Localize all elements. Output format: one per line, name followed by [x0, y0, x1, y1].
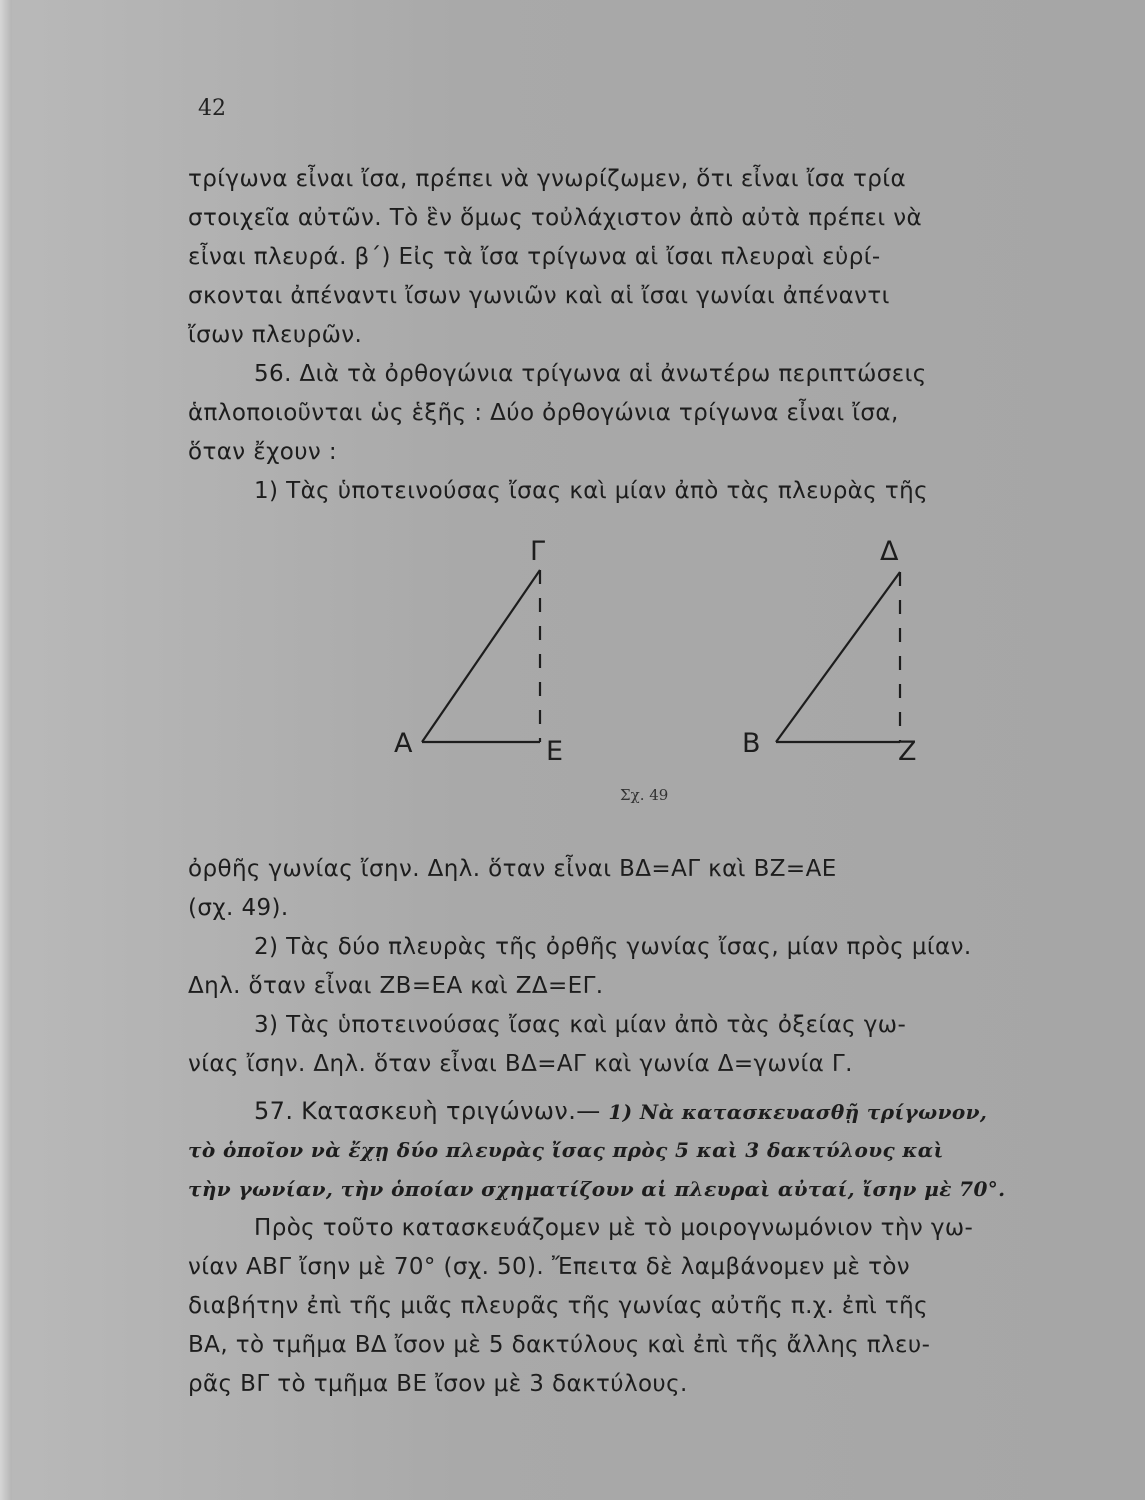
text-line: 3) Τὰς ὑποτεινούσας ἴσας καὶ μίαν ἀπὸ τὰς ὀξείας γω-	[254, 1012, 907, 1038]
section-57-heading-line	[188, 1092, 1143, 1131]
text-line: 56. Διὰ τὰ ὀρθογώνια τρίγωνα αἱ ἀνωτέρω περιπτώσεις	[254, 361, 927, 387]
problem-statement-line: τὸ ὁποῖον νὰ ἔχῃ δύο πλευρὰς ἴσας πρὸς 5 καὶ 3 δακτύλους καὶ	[188, 1138, 944, 1162]
section-number: 57.	[254, 1097, 294, 1125]
text-line: ἁπλοποιοῦνται ὡς ἑξῆς : Δύο ὀρθογώνια τρίγωνα εἶναι ἴσα,	[188, 400, 899, 426]
label-alpha: Α	[394, 728, 413, 759]
figure-caption: Σχ. 49	[620, 786, 669, 804]
text-line: ἴσων πλευρῶν.	[188, 322, 363, 348]
text-line: στοιχεῖα αὐτῶν. Τὸ ἓν ὅμως τοὐλάχιστον ἀπὸ αὐτὰ πρέπει νὰ	[188, 205, 923, 231]
text-line: ὅταν ἔχουν :	[188, 439, 338, 465]
text-line: 2) Τὰς δύο πλευρὰς τῆς ὀρθῆς γωνίας ἴσας, μίαν πρὸς μίαν.	[254, 934, 972, 960]
page-edge	[0, 0, 12, 1500]
triangles-diagram	[380, 520, 940, 820]
text-line: ὀρθῆς γωνίας ἴσην. Δηλ. ὅταν εἶναι ΒΔ=ΑΓ καὶ ΒΖ=ΑΕ	[188, 856, 837, 882]
label-gamma: Γ	[530, 536, 546, 567]
text-line: Δηλ. ὅταν εἶναι ΖΒ=ΕΑ καὶ ΖΔ=ΕΓ.	[188, 973, 604, 999]
text-line: 1) Τὰς ὑποτεινούσας ἴσας καὶ μίαν ἀπὸ τὰς πλευρὰς τῆς	[254, 478, 928, 504]
label-delta: Δ	[880, 536, 899, 567]
text-line: διαβήτην ἐπὶ τῆς μιᾶς πλευρᾶς τῆς γωνίας αὐτῆς π.χ. ἐπὶ τῆς	[188, 1293, 928, 1319]
text-line: τρίγωνα εἶναι ἴσα, πρέπει νὰ γνωρίζωμεν, ὅτι εἶναι ἴσα τρία	[188, 166, 907, 192]
hypotenuse-ag	[422, 570, 540, 742]
text-line: εἶναι πλευρά. β΄) Εἰς τὰ ἴσα τρίγωνα αἱ ἴσαι πλευραὶ εὑρί-	[188, 244, 881, 270]
label-zeta: Ζ	[898, 736, 917, 767]
paragraph-56	[188, 355, 1143, 511]
label-beta: Β	[742, 728, 761, 759]
section-57	[188, 1092, 1143, 1404]
page-number: 42	[198, 96, 226, 121]
text-line: νίαν ΑΒΓ ἴσην μὲ 70° (σχ. 50). Ἔπειτα δὲ λαμβάνομεν μὲ τὸν	[188, 1254, 911, 1280]
hypotenuse-bd	[776, 572, 900, 742]
paragraph-continuation	[188, 160, 1143, 355]
label-epsilon: Ε	[546, 736, 564, 767]
text-line: ΒΑ, τὸ τμῆμα ΒΔ ἴσον μὲ 5 δακτύλους καὶ ἐπὶ τῆς ἄλλης πλευ-	[188, 1332, 931, 1358]
text-line: Πρὸς τοῦτο κατασκευάζομεν μὲ τὸ μοιρογνωμόνιον τὴν γω-	[254, 1215, 974, 1241]
problem-statement-start: 1) Νὰ κατασκευασθῇ τρίγωνον,	[608, 1100, 988, 1124]
text-line: σκονται ἀπέναντι ἴσων γωνιῶν καὶ αἱ ἴσαι γωνίαι ἀπέναντι	[188, 283, 890, 309]
figure-49	[380, 520, 940, 820]
text-line: ρᾶς ΒΓ τὸ τμῆμα ΒΕ ἴσον μὲ 3 δακτύλους.	[188, 1371, 688, 1397]
problem-statement-line: τὴν γωνίαν, τὴν ὁποίαν σχηματίζουν αἱ πλευραὶ αὐταί, ἴσην μὲ 70°.	[188, 1177, 1006, 1201]
section-heading: Κατασκευὴ τριγώνων.—	[301, 1097, 601, 1125]
text-line: (σχ. 49).	[188, 895, 289, 921]
text-line: νίας ἴσην. Δηλ. ὅταν εἶναι ΒΔ=ΑΓ καὶ γωνία Δ=γωνία Γ.	[188, 1051, 853, 1077]
paragraph-cases	[188, 850, 1143, 1084]
